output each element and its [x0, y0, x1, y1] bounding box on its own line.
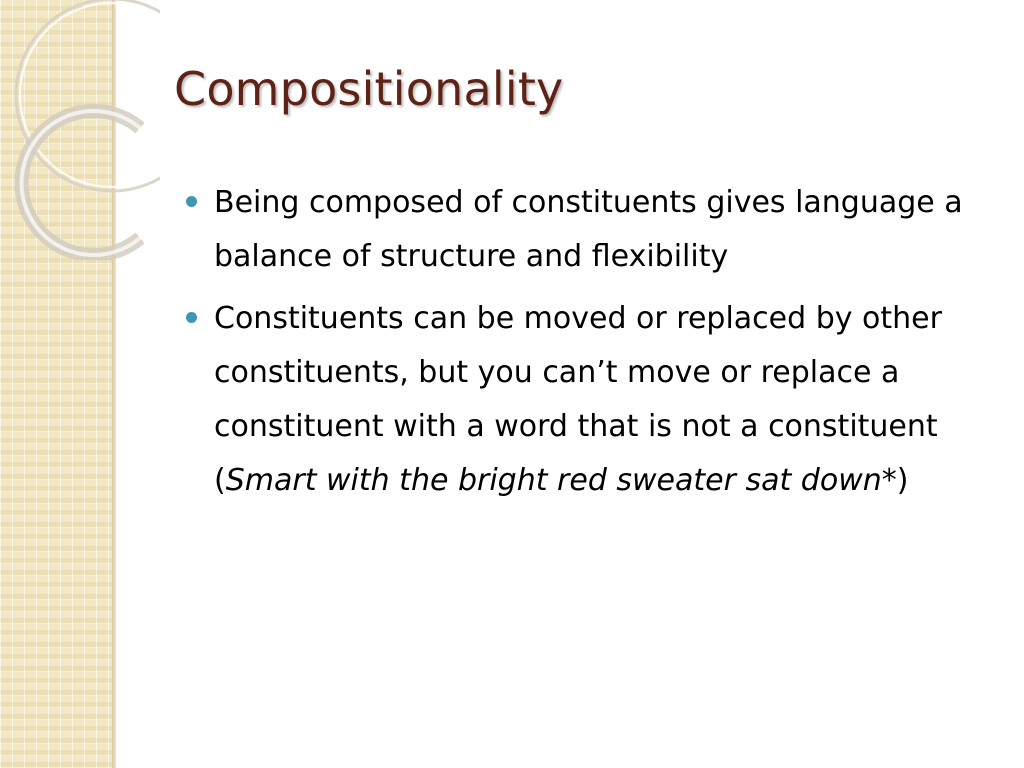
- bullet-item: [186, 176, 986, 284]
- slide-title: Compositionality: [174, 62, 564, 116]
- bullet-text: Being composed of constituents gives language a balance of structure and flexibility: [214, 185, 963, 274]
- decorative-circles: [0, 0, 160, 260]
- bullet-list: [186, 176, 986, 516]
- bullet-dot-icon: [186, 312, 197, 323]
- bullet-text-end: *): [881, 463, 909, 498]
- bullet-dot-icon: [186, 196, 197, 207]
- bullet-text: Constituents can be moved or replaced by other constituents, but you can’t move or replace a constituent with a word that is not a constituent (: [214, 301, 942, 498]
- bullet-item: [186, 292, 986, 508]
- example-sentence: Smart with the bright red sweater sat down: [225, 463, 882, 498]
